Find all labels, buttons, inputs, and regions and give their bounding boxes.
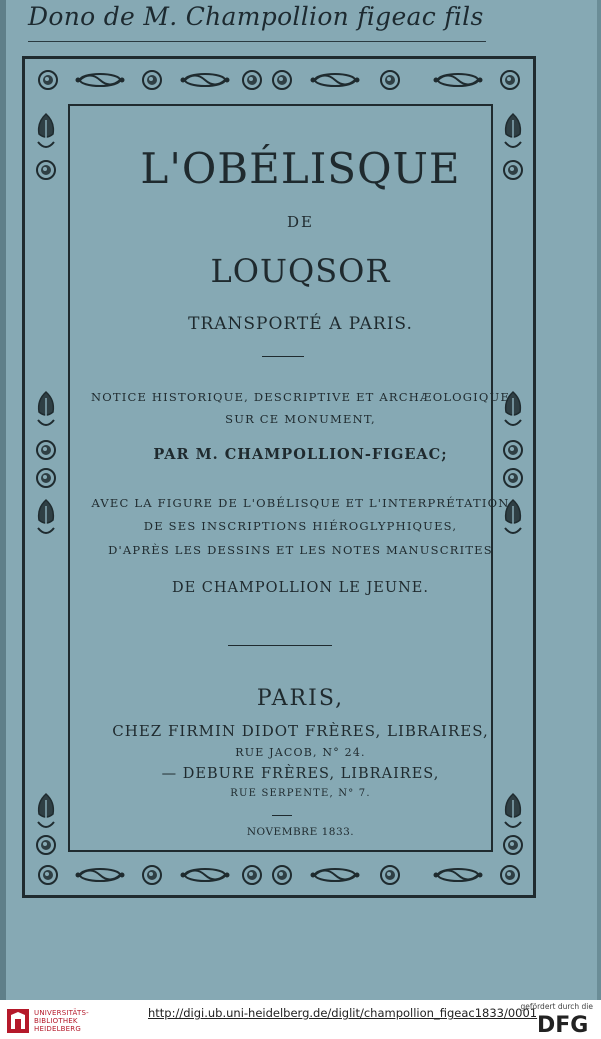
imprint-date: NOVEMBRE 1833. [246,826,355,838]
description-line-4: DE CHAMPOLLION LE JEUNE. [171,580,429,596]
author-line: PAR M. CHAMPOLLION-FIGEAC; [153,446,448,463]
imprint-publisher-2: — DEBURE FRÈRES, LIBRAIRES, [161,766,440,782]
imprint-address-1: RUE JACOB, N° 24. [235,746,366,759]
imprint-publisher-1: CHEZ FIRMIN DIDOT FRÈRES, LIBRAIRES, [112,722,489,740]
description-line-1: AVEC LA FIGURE DE L'OBÉLISQUE ET L'INTERPRÉTATION [91,496,510,510]
divider-3 [272,815,292,816]
notice-line-1: NOTICE HISTORIQUE, DESCRIPTIVE ET ARCHÆOLOGIQUE [90,390,511,404]
handwritten-note: Dono de M. Champollion figeac fils [28,2,484,31]
main-title: L'OBÉLISQUE [140,144,461,193]
title-connector: DE [287,213,314,231]
funded-by-label: gefördert durch die [520,1002,593,1011]
description-line-2: DE SES INSCRIPTIONS HIÉROGLYPHIQUES, [143,519,458,533]
imprint-city: PARIS, [256,686,345,711]
dfg-logo-icon [535,1011,593,1035]
notice-line-2: SUR CE MONUMENT, [225,412,376,426]
dfg-logo-text: DFG [537,1013,589,1035]
description-line-3: D'APRÈS LES DESSINS ET LES NOTES MANUSCRITES [108,543,493,557]
divider-2 [228,645,332,646]
source-url-link[interactable]: http://digi.ub.uni-heidelberg.de/diglit/champollion_figeac1833/0001 [148,1006,538,1020]
subtitle: TRANSPORTÉ A PARIS. [188,314,413,334]
divider-1 [262,356,304,357]
library-name: UNIVERSITÄTS- BIBLIOTHEK HEIDELBERG [34,1009,89,1033]
imprint-address-2: RUE SERPENTE, N° 7. [230,788,371,799]
title-place: LOUQSOR [210,252,391,290]
